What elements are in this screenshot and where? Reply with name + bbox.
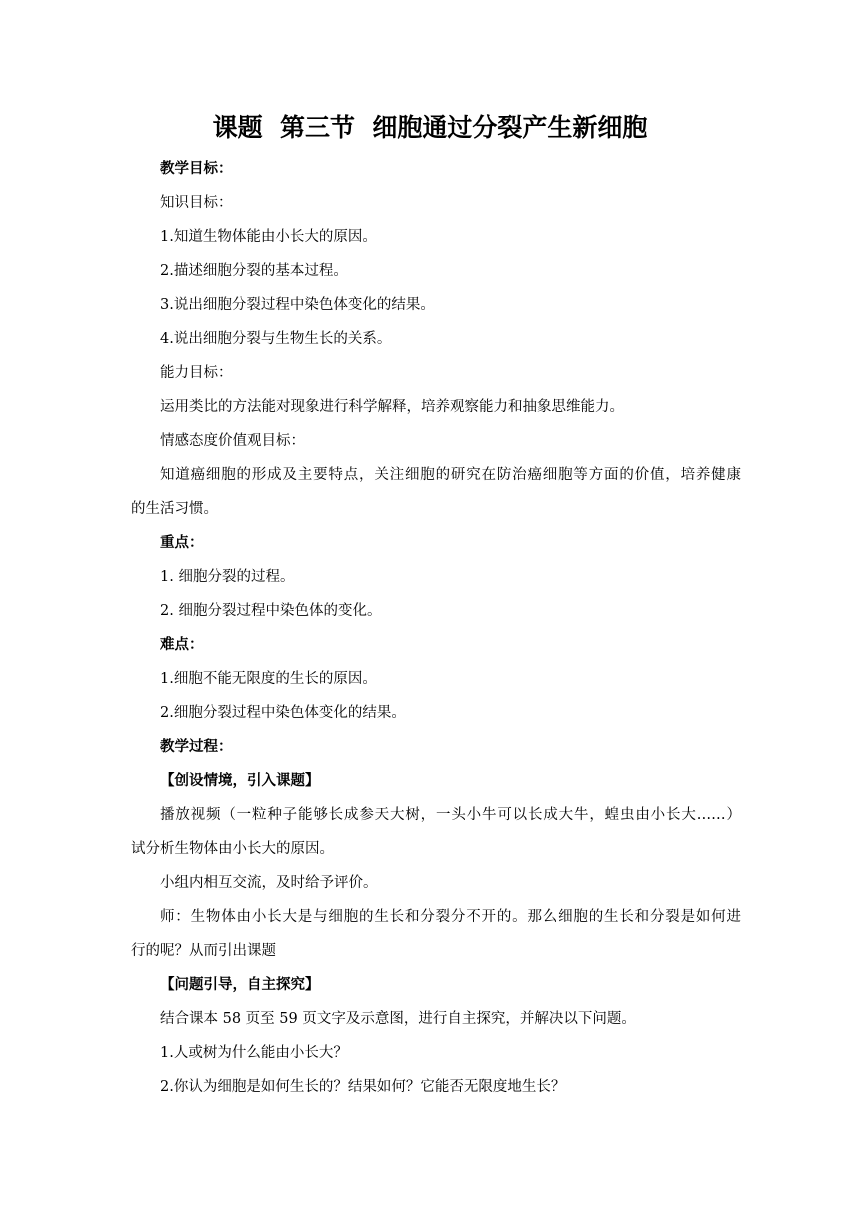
subheading-attitude-goals: 情感态度价值观目标：	[160, 433, 305, 449]
list-item: 4.说出细胞分裂与生物生长的关系。	[160, 331, 392, 347]
paragraph-line: 知道癌细胞的形成及主要特点，关注细胞的研究在防治癌细胞等方面的价值，培养健康	[160, 467, 741, 483]
list-item: 1.细胞不能无限度的生长的原因。	[160, 671, 377, 687]
paragraph: 运用类比的方法能对现象进行科学解释，培养观察能力和抽象思维能力。	[160, 399, 624, 415]
paragraph-line: 的生活习惯。	[131, 501, 218, 517]
subsection-heading: 【问题引导，自主探究】	[160, 977, 320, 993]
list-item: 1. 细胞分裂的过程。	[160, 569, 295, 585]
subsection-heading: 【创设情境，引入课题】	[160, 773, 320, 789]
paragraph: 结合课本 58 页至 59 页文字及示意图，进行自主探究，并解决以下问题。	[160, 1011, 636, 1027]
list-item: 1.人或树为什么能由小长大？	[160, 1045, 348, 1061]
list-item: 2. 细胞分裂过程中染色体的变化。	[160, 603, 382, 619]
section-heading-teaching-process: 教学过程：	[160, 739, 233, 755]
section-heading-difficulties: 难点：	[160, 637, 204, 653]
list-item: 2.描述细胞分裂的基本过程。	[160, 263, 348, 279]
subheading-knowledge-goals: 知识目标：	[160, 195, 233, 211]
section-heading-teaching-goals: 教学目标：	[160, 161, 233, 177]
section-heading-key-points: 重点：	[160, 535, 204, 551]
list-item: 3.说出细胞分裂过程中染色体变化的结果。	[160, 297, 435, 313]
list-item: 2.你认为细胞是如何生长的？结果如何？它能否无限度地生长？	[160, 1079, 566, 1095]
paragraph-line: 试分析生物体由小长大的原因。	[131, 841, 334, 857]
paragraph-line: 师：生物体由小长大是与细胞的生长和分裂分不开的。那么细胞的生长和分裂是如何进	[160, 909, 741, 925]
paragraph-line: 播放视频（一粒种子能够长成参天大树，一头小牛可以长成大牛，蝗虫由小长大……）	[160, 807, 741, 823]
list-item: 1.知道生物体能由小长大的原因。	[160, 229, 377, 245]
paragraph-line: 行的呢？从而引出课题	[131, 943, 276, 959]
document-body	[131, 152, 741, 1104]
subheading-ability-goals: 能力目标：	[160, 365, 233, 381]
paragraph: 小组内相互交流，及时给予评价。	[160, 875, 378, 891]
list-item: 2.细胞分裂过程中染色体变化的结果。	[160, 705, 406, 721]
page-title: 课题 第三节 细胞通过分裂产生新细胞	[212, 113, 648, 142]
